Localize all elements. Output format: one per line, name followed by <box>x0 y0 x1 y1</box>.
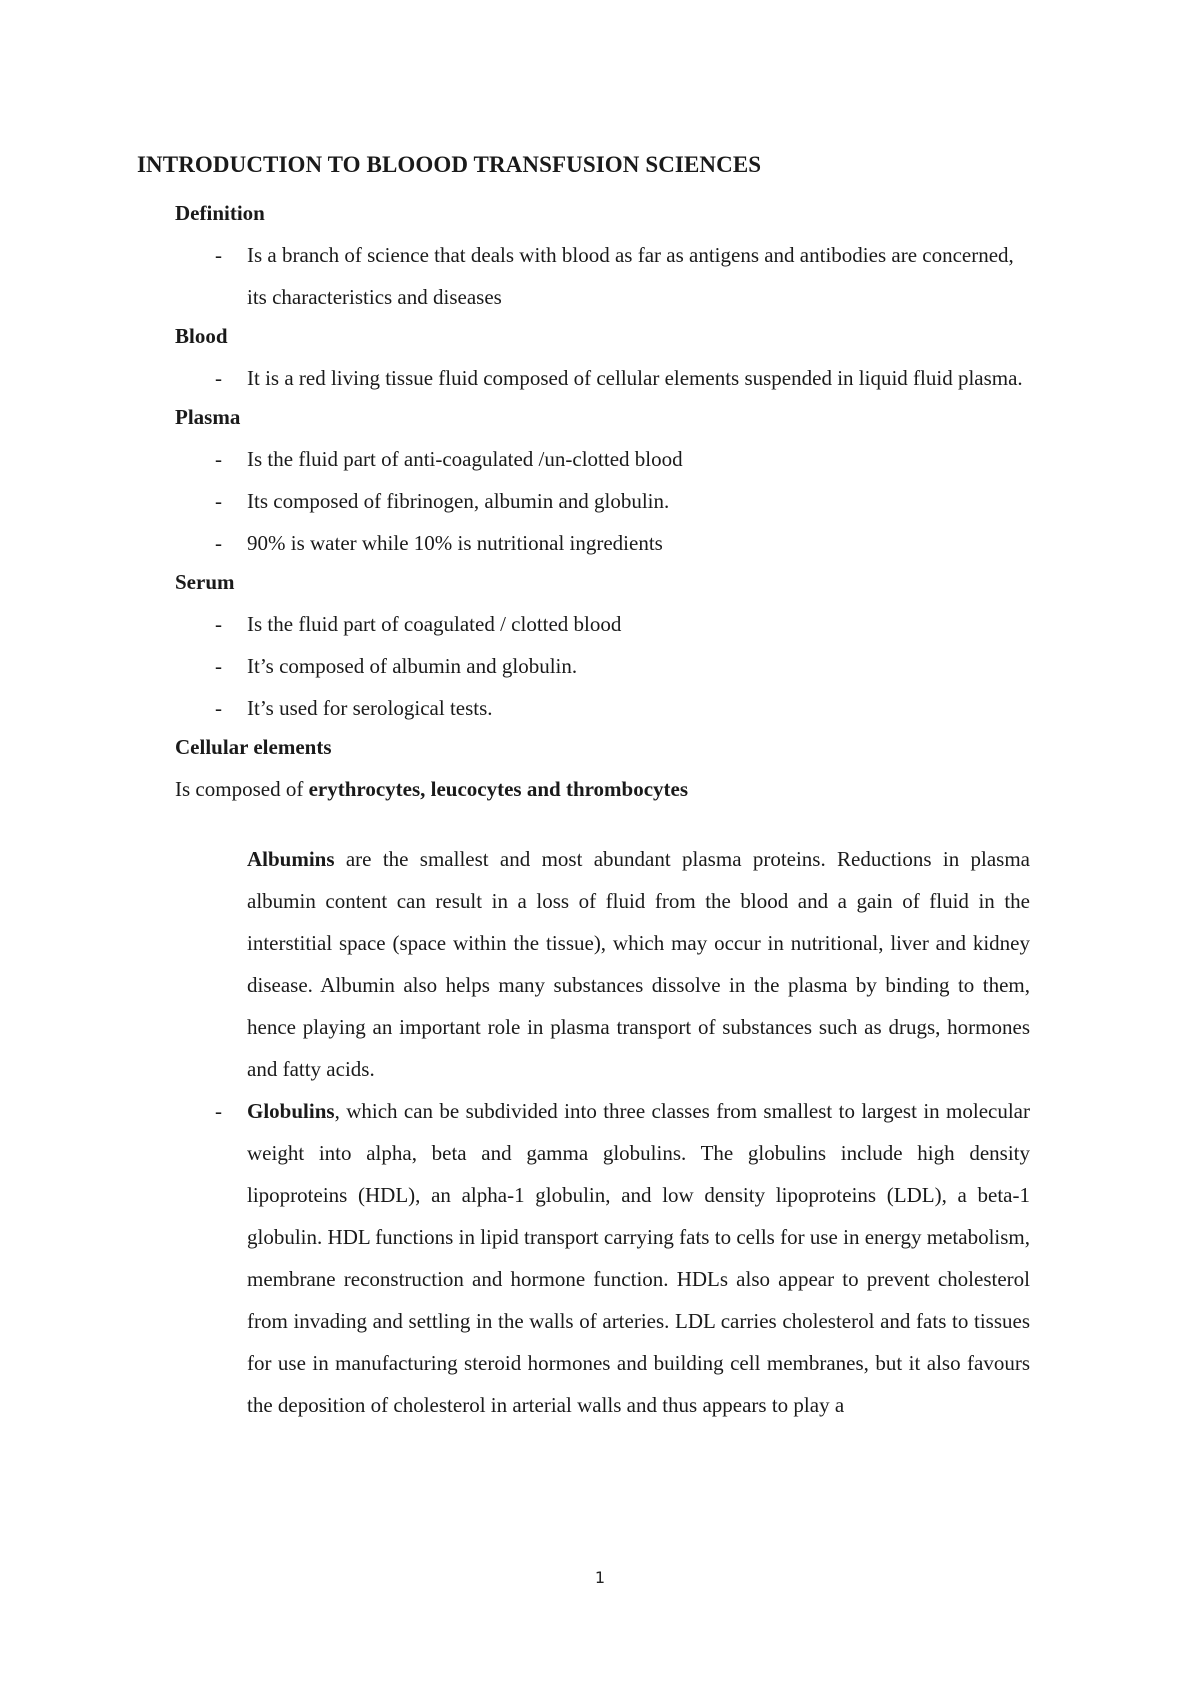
section-heading-plasma: Plasma <box>175 405 241 429</box>
albumins-paragraph <box>175 838 1030 1090</box>
document-title: INTRODUCTION TO BLOOOD TRANSFUSION SCIENCES <box>137 152 762 177</box>
list-item-text: Is the fluid part of anti-coagulated /un-clotted blood <box>247 447 683 471</box>
bullet-dash: - <box>215 696 222 720</box>
cellular-elements-list: erythrocytes, leucocytes and thrombocytes <box>308 777 689 801</box>
list-item <box>175 480 1030 522</box>
globulins-paragraph <box>175 1090 1030 1426</box>
section-heading-serum: Serum <box>175 570 235 594</box>
bullet-dash: - <box>215 1099 222 1123</box>
list-item <box>175 687 1030 729</box>
list-item <box>175 603 1030 645</box>
list-item <box>175 234 1030 318</box>
cellular-elements-intro: Is composed of <box>175 777 309 801</box>
globulins-term: Globulins <box>247 1099 335 1123</box>
albumins-term: Albumins <box>247 847 335 871</box>
spacer <box>175 810 1030 838</box>
section-heading-definition: Definition <box>175 201 265 225</box>
bullet-dash: - <box>215 447 222 471</box>
list-item <box>175 357 1030 399</box>
list-item-text: 90% is water while 10% is nutritional ingredients <box>247 531 663 555</box>
list-item-text: It’s used for serological tests. <box>247 696 493 720</box>
list-item-text: Is the fluid part of coagulated / clotted blood <box>247 612 622 636</box>
list-item <box>175 438 1030 480</box>
list-item <box>175 522 1030 564</box>
bullet-dash: - <box>215 243 222 267</box>
albumins-text: are the smallest and most abundant plasma proteins. Reductions in plasma albumin content can result in a loss of fluid from the blood and a gain of fluid in the interstitial space (space within the tissue), which may occur in nutritional, liver and kidney disease. Albumin also helps many substances dissolve in the plasma by binding to them, hence playing an important role in plasma transport of substances such as drugs, hormones and fatty acids. <box>247 847 1030 1081</box>
document-body <box>175 201 1030 1426</box>
section-heading-blood: Blood <box>175 324 228 348</box>
section-heading-cellular-elements: Cellular elements <box>175 735 332 759</box>
bullet-dash: - <box>215 366 222 390</box>
bullet-dash: - <box>215 489 222 513</box>
list-item-text: Is a branch of science that deals with blood as far as antigens and antibodies are concerned, its characteristics and diseases <box>247 243 1014 309</box>
page-number: 1 <box>594 1568 606 1587</box>
bullet-dash: - <box>215 654 222 678</box>
globulins-text: , which can be subdivided into three classes from smallest to largest in molecular weight into alpha, beta and gamma globulins. The globulins include high density lipoproteins (HDL), an alpha-1 globulin, and low density lipoproteins (LDL), a beta-1 globulin. HDL functions in lipid transport carrying fats to cells for use in energy metabolism, membrane reconstruction and hormone function. HDLs also appear to prevent cholesterol from invading and settling in the walls of arteries. LDL carries cholesterol and fats to tissues for use in manufacturing steroid hormones and building cell membranes, but it also favours the deposition of cholesterol in arterial walls and thus appears to play a <box>247 1099 1030 1417</box>
list-item-text: It’s composed of albumin and globulin. <box>247 654 578 678</box>
bullet-dash: - <box>215 531 222 555</box>
list-item <box>175 645 1030 687</box>
list-item-text: Its composed of fibrinogen, albumin and globulin. <box>247 489 670 513</box>
cellular-elements-text <box>175 768 1030 810</box>
bullet-dash: - <box>215 612 222 636</box>
list-item-text: It is a red living tissue fluid composed of cellular elements suspended in liquid fluid plasma. <box>247 366 1023 390</box>
